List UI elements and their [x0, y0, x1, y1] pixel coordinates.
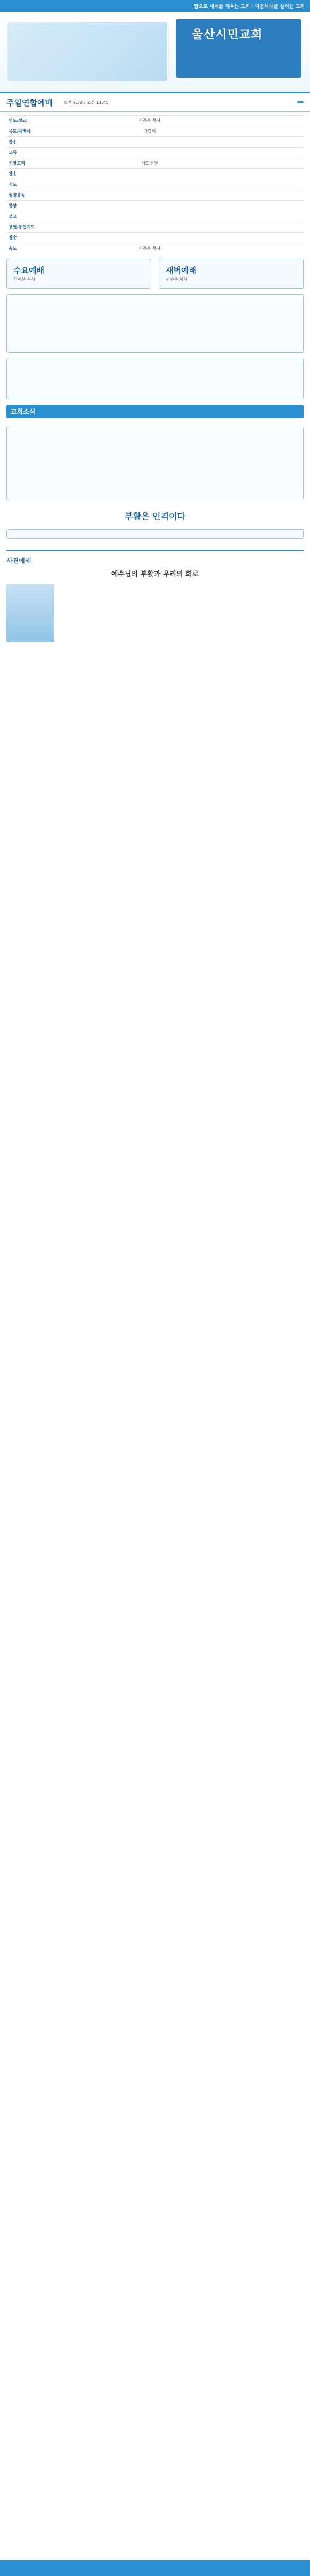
service-box-wednesday [6, 259, 151, 289]
order-person [251, 126, 304, 137]
essay-photo [6, 584, 54, 642]
order-item: 성경봉독 [6, 190, 48, 201]
announcement-panel [6, 358, 304, 399]
order-content [48, 179, 251, 190]
order-row [6, 201, 304, 211]
order-row [6, 179, 304, 190]
essay-section [6, 550, 304, 578]
news-title: 교회소식 [6, 405, 304, 418]
order-row [6, 158, 304, 169]
news-section [6, 405, 304, 421]
essay-tag: 사진에세 [6, 557, 31, 565]
order-content: 서종은 목사 [48, 116, 251, 126]
service-boxes [6, 259, 304, 289]
info-panel [6, 294, 304, 353]
church-logo-box [176, 19, 301, 78]
order-person [251, 243, 304, 254]
order-content [48, 190, 251, 201]
order-person [251, 158, 304, 169]
order-row [6, 137, 304, 148]
order-item: 축도 [6, 243, 48, 254]
order-item: 찬송 [6, 137, 48, 148]
order-row [6, 243, 304, 254]
order-person [251, 222, 304, 233]
top-band [0, 0, 310, 12]
order-item: 신앙고백 [6, 158, 48, 169]
order-item: 찬양 [6, 201, 48, 211]
order-item: 봉헌/봉헌기도 [6, 222, 48, 233]
order-person [251, 179, 304, 190]
order-person [251, 137, 304, 148]
essay-title: 예수님의 부활과 우리의 회로 [111, 570, 199, 578]
service-box-dawn [159, 259, 304, 289]
order-row [6, 116, 304, 126]
order-row [6, 190, 304, 201]
order-item: 설교 [6, 211, 48, 222]
order-person [251, 116, 304, 126]
order-row [6, 211, 304, 222]
order-person [251, 211, 304, 222]
order-content [48, 201, 251, 211]
order-content [48, 211, 251, 222]
worship-title: 주일연합예배 [6, 97, 53, 108]
sermon-header [0, 510, 310, 522]
order-item: 묵도/예배사 [6, 126, 48, 137]
order-person [251, 190, 304, 201]
worship-time: 오전 9:30 / 오전 11:45 [63, 100, 109, 105]
schedule-box [6, 529, 304, 539]
worship-order-table [6, 115, 304, 253]
order-content [48, 148, 251, 158]
order-content [48, 222, 251, 233]
order-person [251, 201, 304, 211]
service-leader: 서종은 목사 [13, 277, 36, 282]
order-item: 기도 [6, 179, 48, 190]
footer-band [0, 2560, 310, 2576]
order-content: 사도신경 [48, 158, 251, 169]
church-name: 울산시민교회 [192, 28, 263, 42]
order-content [48, 137, 251, 148]
order-row [6, 233, 304, 243]
notice-panel [6, 427, 304, 500]
order-person [251, 169, 304, 179]
header-illustration [7, 22, 167, 81]
service-leader: 서종은 목사 [166, 277, 188, 282]
service-title: 수요예배 [13, 266, 44, 275]
bulletin-badge [297, 101, 304, 103]
order-person [251, 233, 304, 243]
sermon-title: 부활은 인격이다 [125, 511, 185, 521]
order-item: 인도/설교 [6, 116, 48, 126]
order-row [6, 148, 304, 158]
order-content [48, 233, 251, 243]
order-content: 서종은 목사 [48, 243, 251, 254]
church-motto: 땅으로 세계를 세우는 교회 · 다음세대를 살리는 교회 [194, 4, 305, 10]
order-item: 찬송 [6, 169, 48, 179]
order-person [251, 148, 304, 158]
header [0, 12, 310, 93]
order-row [6, 222, 304, 233]
service-title: 새벽예배 [166, 266, 197, 275]
order-content: 다같이 [48, 126, 251, 137]
order-row [6, 126, 304, 137]
worship-header [0, 93, 310, 112]
order-item: 교독 [6, 148, 48, 158]
order-row [6, 169, 304, 179]
order-item: 찬송 [6, 233, 48, 243]
order-content [48, 169, 251, 179]
